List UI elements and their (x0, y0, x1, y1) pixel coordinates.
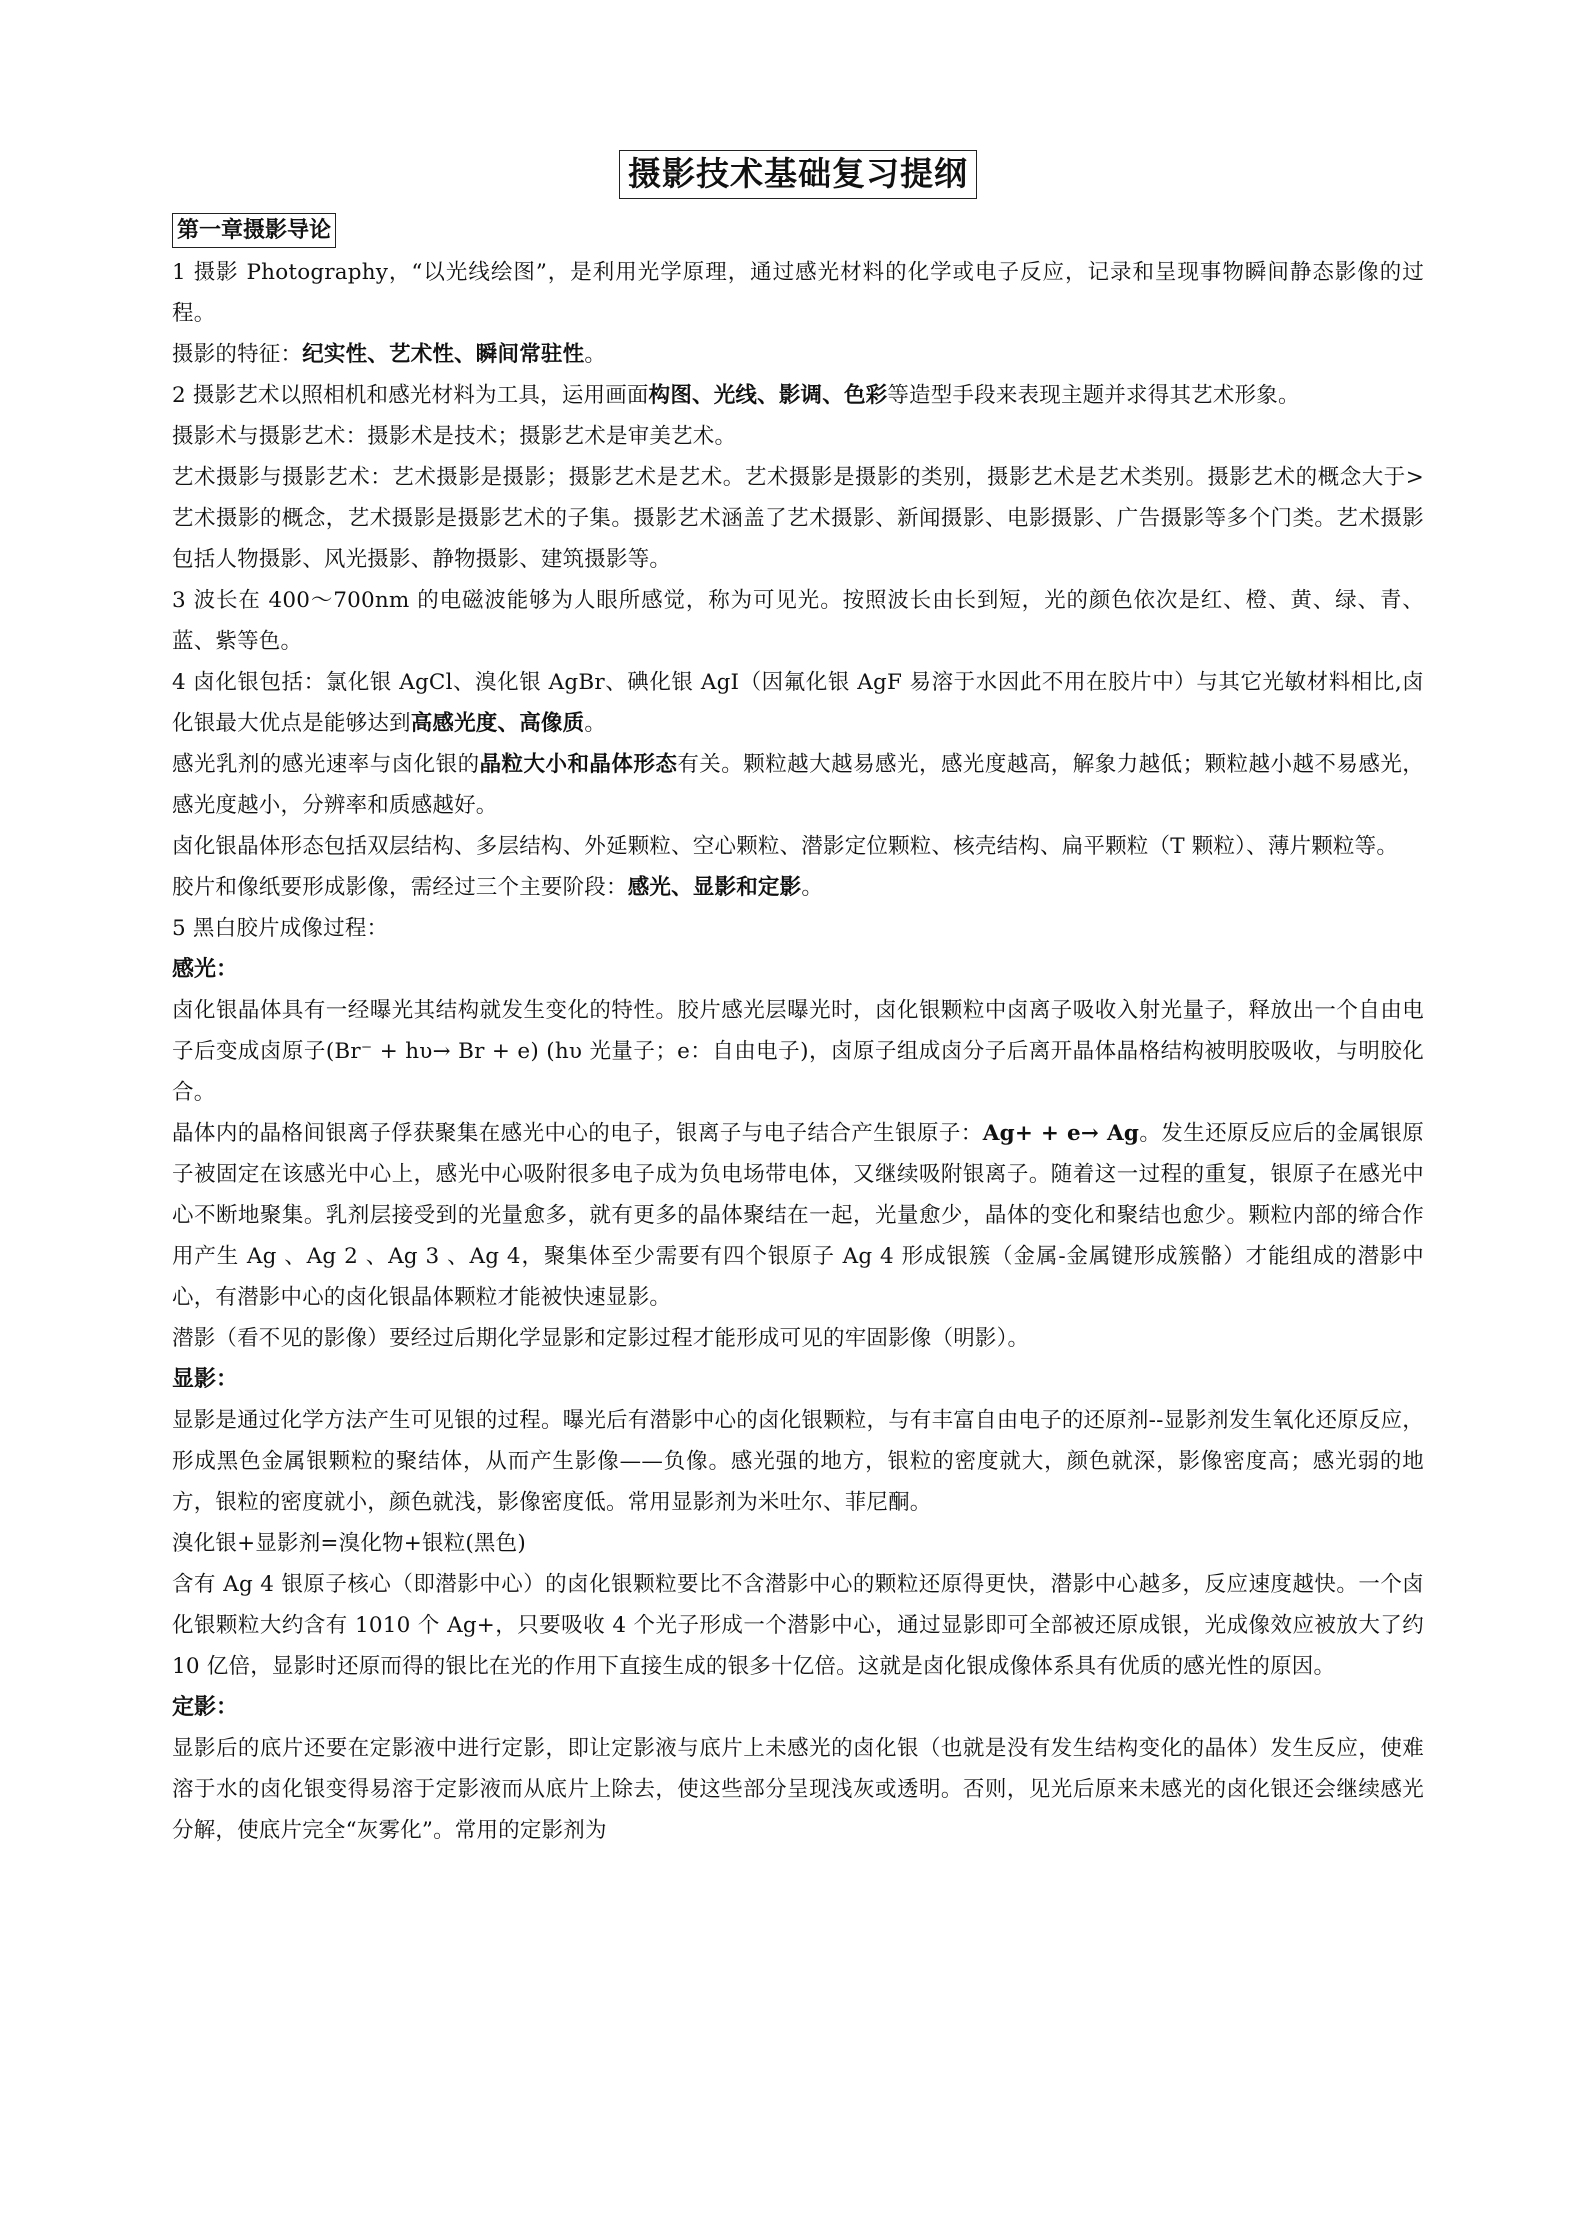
bold-run: Ag+ + e→ Ag (982, 1120, 1140, 1146)
text-run: 。 (801, 874, 824, 900)
paragraph-photography-features (172, 334, 1424, 375)
paragraph-development-1: 显影是通过化学方法产生可见银的过程。曝光后有潜影中心的卤化银颗粒，与有丰富自由电子的还原剂--显影剂发生氧化还原反应，形成黑色金属银颗粒的聚结体，从而产生影像——负像。感光强的地方，银粒的密度就大，颜色就深，影像密度高；感光弱的地方，银粒的密度就小，颜色就浅，影像密度低。常用显影剂为米吐尔、菲尼酮。 (172, 1407, 1424, 1515)
paragraph-development-2: 含有 Ag 4 银原子核心（即潜影中心）的卤化银颗粒要比不含潜影中心的颗粒还原得更快，潜影中心越多，反应速度越快。一个卤化银颗粒大约含有 1010 个 Ag+，只要吸收 4 个光子形成一个潜影中心，通过显影即可全部被还原成银，光成像效应被放大了约 10 亿倍，显影时还原而得的银比在光的作用下直接生成的银多十亿倍。这就是卤化银成像体系具有优质的感光性的原因。 (172, 1571, 1424, 1679)
paragraph-crystal-forms: 卤化银晶体形态包括双层结构、多层结构、外延颗粒、空心颗粒、潜影定位颗粒、核壳结构、扁平颗粒（T 颗粒）、薄片颗粒等。 (172, 833, 1399, 859)
paragraph-fixing: 显影后的底片还要在定影液中进行定影，即让定影液与底片上未感光的卤化银（也就是没有发生结构变化的晶体）发生反应，使难溶于水的卤化银变得易溶于定影液而从底片上除去，使这些部分呈现浅灰或透明。否则，见光后原来未感光的卤化银还会继续感光分解，使底片完全“灰雾化”。常用的定影剂为 (172, 1735, 1424, 1843)
subheading-development: 显影： (172, 1365, 239, 1392)
text-run: 4 卤化银包括：氯化银 AgCl、溴化银 AgBr、碘化银 AgI（因氟化银 AgF 易溶于水因此不用在胶片中）与其它光敏材料相比,卤化银最大优点是能够达到 (172, 669, 1424, 736)
subheading-fixing: 定影： (172, 1693, 239, 1720)
bold-run: 、 (757, 382, 779, 408)
text-run: 晶体内的晶格间银离子俘获聚集在感光中心的电子，银离子与电子结合产生银原子： (172, 1120, 983, 1146)
bold-run: 、 (822, 382, 844, 408)
text-run: 胶片和像纸要形成影像，需经过三个主要阶段： (172, 874, 628, 900)
paragraph-technique-vs-art: 摄影术与摄影艺术：摄影术是技术；摄影艺术是审美艺术。 (172, 423, 737, 449)
text-run: 。 (584, 341, 607, 367)
text-run: 等造型手段来表现主题并求得其艺术形象。 (887, 382, 1300, 408)
paragraph-latent-image: 潜影（看不见的影像）要经过后期化学显影和定影过程才能形成可见的牢固影像（明影）。 (172, 1325, 1030, 1351)
text-run: 。 (584, 710, 607, 736)
document-page (172, 150, 1424, 1851)
paragraph-three-stages (172, 867, 1424, 908)
text-run: 感光乳剂的感光速率与卤化银的 (172, 751, 480, 777)
text-run: 有关。颗粒越大越易感光，感光度越高，解象力越低；颗粒越小越不易感光，感光度越小，分辨率和质感越好。 (172, 751, 1424, 818)
document-title: 摄影技术基础复习提纲 (619, 150, 977, 199)
chapter-heading-row (172, 213, 1424, 252)
bold-run: 纪实性、艺术性、瞬间常驻性 (302, 341, 585, 367)
text-run: 2 摄影艺术以照相机和感光材料为工具，运用画面 (172, 382, 649, 408)
chapter-heading: 第一章摄影导论 (172, 213, 336, 248)
bold-run: 高感光度、高像质 (410, 710, 585, 736)
paragraph-silver-halide (172, 662, 1424, 744)
bold-run: 色彩 (843, 382, 888, 408)
subheading-exposure: 感光： (172, 955, 239, 982)
text-run: 摄影的特征： (172, 341, 303, 367)
paragraph-bw-process: 5 黑白胶片成像过程： (172, 915, 389, 941)
paragraph-art-photography: 艺术摄影与摄影艺术：艺术摄影是摄影；摄影艺术是艺术。艺术摄影是摄影的类别，摄影艺术是艺术类别。摄影艺术的概念大于>艺术摄影的概念，艺术摄影是摄影艺术的子集。摄影艺术涵盖了艺术摄影、新闻摄影、电影摄影、广告摄影等多个门类。艺术摄影包括人物摄影、风光摄影、静物摄影、建筑摄影等。 (172, 464, 1424, 572)
bold-run: 光线 (713, 382, 758, 408)
bold-run: 构图 (648, 382, 693, 408)
text-run: 。发生还原反应后的金属银原子被固定在该感光中心上，感光中心吸附很多电子成为负电场带电体，又继续吸附银离子。随着这一过程的重复，银原子在感光中心不断地聚集。乳剂层接受到的光量愈多，就有更多的晶体聚结在一起，光量愈少，晶体的变化和聚结也愈少。颗粒内部的缔合作用产生 Ag 、Ag 2 、Ag 3 、Ag 4，聚集体至少需要有四个银原子 Ag 4 形成银簇（金属-金属键形成簇骼）才能组成的潜影中心，有潜影中心的卤化银晶体颗粒才能被快速显影。 (172, 1120, 1424, 1310)
paragraph-photography-definition: 1 摄影 Photography，“以光线绘图”，是利用光学原理，通过感光材料的化学或电子反应，记录和呈现事物瞬间静态影像的过程。 (172, 259, 1424, 326)
bold-run: 、 (692, 382, 714, 408)
bold-run: 晶粒大小和晶体形态 (479, 751, 678, 777)
paragraph-development-formula: 溴化银+显影剂=溴化物+银粒(黑色) (172, 1530, 526, 1556)
bold-run: 感光、显影和定影 (627, 874, 802, 900)
paragraph-exposure-2 (172, 1113, 1424, 1318)
paragraph-photography-art (172, 375, 1424, 416)
bold-run: 影调 (778, 382, 823, 408)
paragraph-emulsion-speed (172, 744, 1424, 826)
paragraph-exposure-1: 卤化银晶体具有一经曝光其结构就发生变化的特性。胶片感光层曝光时，卤化银颗粒中卤离子吸收入射光量子，释放出一个自由电子后变成卤原子(Br⁻ + hυ→ Br + e) (hυ 光量子；e：自由电子)，卤原子组成卤分子后离开晶体晶格结构被明胶吸收，与明胶化合。 (172, 997, 1424, 1105)
title-row (172, 150, 1424, 199)
paragraph-visible-light: 3 波长在 400～700nm 的电磁波能够为人眼所感觉，称为可见光。按照波长由长到短，光的颜色依次是红、橙、黄、绿、青、蓝、紫等色。 (172, 587, 1424, 654)
